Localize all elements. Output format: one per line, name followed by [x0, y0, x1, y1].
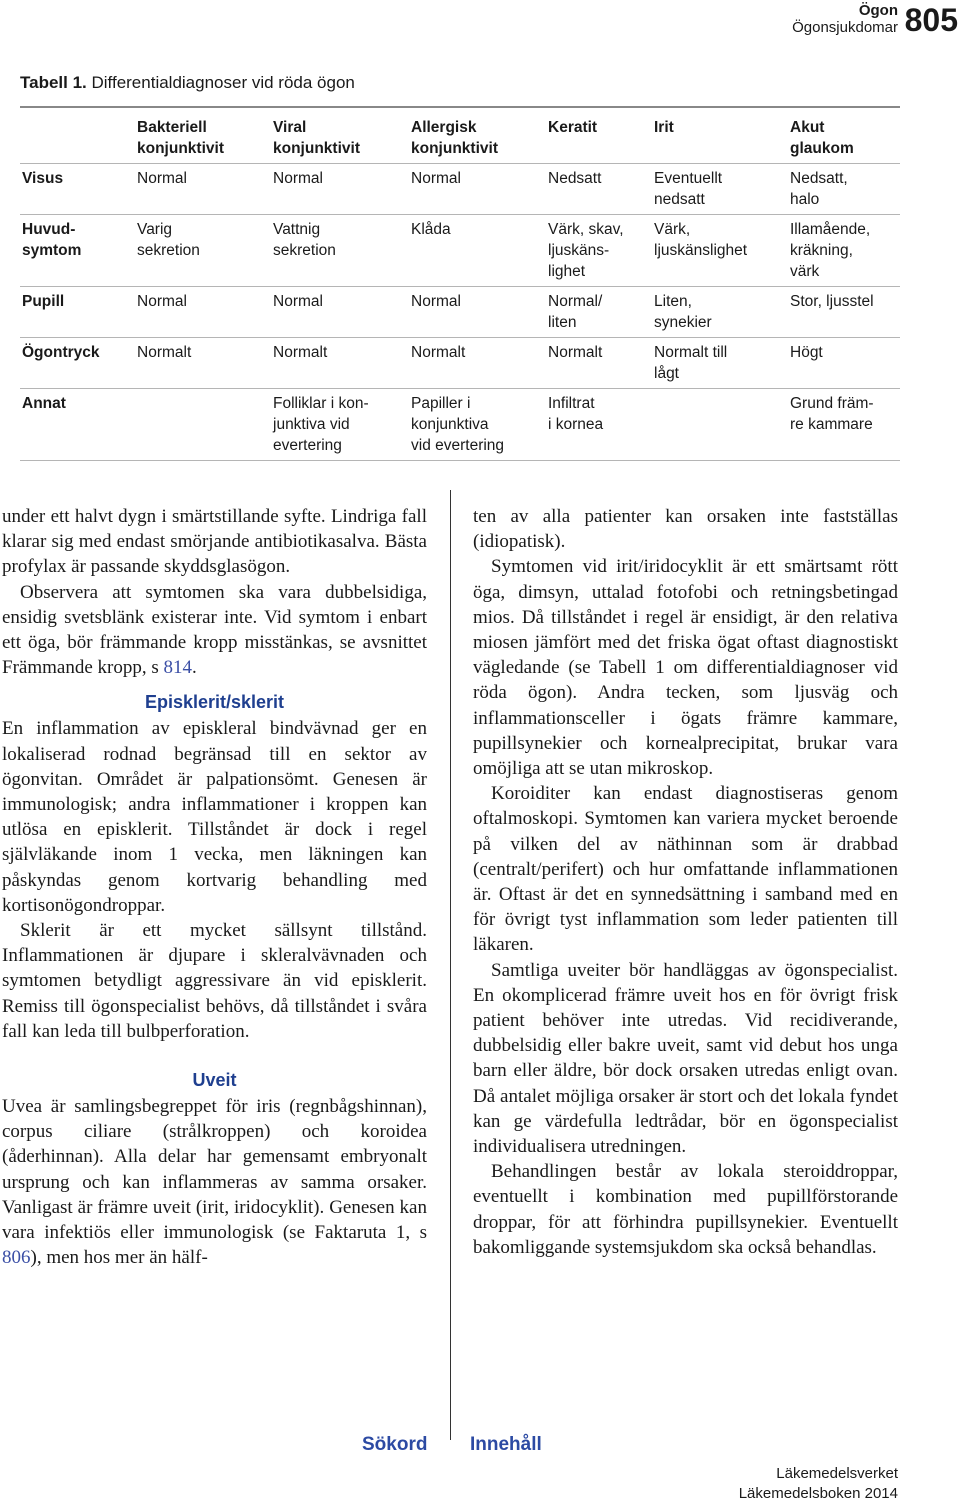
- innehall-link[interactable]: Innehåll: [470, 1434, 542, 1455]
- table-cell: [135, 215, 271, 287]
- cell-line: Varig: [137, 221, 173, 238]
- cell-line: Eventuellt: [654, 170, 723, 187]
- table-cell: [788, 338, 900, 389]
- table-row: [20, 338, 900, 389]
- cell-line: värk: [790, 263, 820, 280]
- row-label: Ögontryck: [22, 344, 100, 361]
- running-header: [792, 2, 898, 37]
- row-label: Visus: [22, 170, 64, 187]
- table-cell: [788, 389, 900, 461]
- table-cell: [135, 164, 271, 215]
- cell-line: Normalt: [137, 344, 192, 361]
- cell-line: konjunktiva: [411, 416, 489, 433]
- cell-line: Normal: [273, 293, 323, 310]
- column-divider: [450, 490, 451, 1440]
- table-cell: [135, 389, 271, 461]
- chapter-title: Ögon: [858, 2, 898, 19]
- cell-line: Normal: [411, 170, 461, 187]
- cell-line: Nedsatt: [548, 170, 602, 187]
- paragraph-text: Uvea är samlingsbegreppet för iris (regnbågshinnan), corpus ciliare (strålkroppen) och koroidea (åderhinnan). Alla delar har gemensamt embryonalt ursprung och kan inflammeras av samma orsaker. Vanligast är främre uveit (irit, iridocyklit). Genesen kan vara infektiös eller immunologisk (se Faktaruta 1, s: [2, 1096, 427, 1244]
- cell-line: Stor, ljusstel: [790, 293, 874, 310]
- cell-line: Infiltrat: [548, 395, 595, 412]
- table-cell: [652, 338, 788, 389]
- cell-line: Normalt: [273, 344, 328, 361]
- cell-line: kräkning,: [790, 242, 853, 259]
- table-cell: [546, 164, 652, 215]
- paragraph-text: ), men hos mer än hälf-: [30, 1247, 208, 1269]
- cell-line: synekier: [654, 314, 712, 331]
- cell-line: ljuskäns-: [548, 242, 610, 259]
- cell-line: vid evertering: [411, 437, 505, 454]
- table-row: [20, 287, 900, 338]
- paragraph: Behandlingen består av lokala steroiddroppar, eventuellt i kombination med pupillförstorande droppar, för att förhindra pupillsynekier. Eventuellt bakomliggande systemsjukdom ska också behandlas.: [473, 1161, 898, 1258]
- table-cell: [409, 215, 546, 287]
- cell-line: Värk,: [654, 221, 691, 238]
- table-cell: [271, 287, 409, 338]
- cell-line: Normalt: [548, 344, 603, 361]
- paragraph: Koroiditer kan endast diagnostiseras genom oftalmoskopi. Symtomen kan variera mycket beroende på vilken del av näthinnan som är drabbad (centralt/perifert) och hur omfattande inflammationen är. Oftast är det en synnedsättning i samband med en för övrigt tyst inflammation som leder patienten till läkaren.: [473, 783, 898, 956]
- header-line: Akut: [790, 119, 825, 136]
- header-line: glaukom: [790, 140, 854, 157]
- cell-line: liten: [548, 314, 577, 331]
- table-cell: [788, 287, 900, 338]
- row-label-line: symtom: [22, 242, 82, 259]
- table-header-cell: [788, 107, 900, 164]
- row-label: [20, 215, 135, 287]
- cell-line: Normal: [137, 293, 187, 310]
- header-line: Allergisk: [411, 119, 477, 136]
- sokord-link[interactable]: Sökord: [362, 1434, 428, 1455]
- cell-line: Liten,: [654, 293, 692, 310]
- heading-uveit: Uveit: [192, 1070, 237, 1091]
- table-cell: [652, 215, 788, 287]
- header-line: Viral: [273, 119, 307, 136]
- paragraph: ten av alla patienter kan orsaken inte fastställas (idiopatisk).: [473, 506, 898, 553]
- header-line: konjunktivit: [137, 140, 224, 157]
- cell-line: Folliklar i kon-: [273, 395, 369, 412]
- header-line: konjunktivit: [411, 140, 498, 157]
- table-header-cell: [409, 107, 546, 164]
- header-line: konjunktivit: [273, 140, 360, 157]
- table-caption: [20, 73, 355, 93]
- cell-line: evertering: [273, 437, 342, 454]
- cell-line: lågt: [654, 365, 679, 382]
- table-cell: [409, 164, 546, 215]
- cell-line: Papiller i: [411, 395, 471, 412]
- table-cell: [546, 338, 652, 389]
- paragraph: [2, 580, 427, 681]
- table-cell: [788, 164, 900, 215]
- heading-episklerit: Episklerit/sklerit: [144, 692, 285, 713]
- cell-line: nedsatt: [654, 191, 705, 208]
- table-cell: [652, 389, 788, 461]
- cell-line: Nedsatt,: [790, 170, 848, 187]
- table-header-cell: [652, 107, 788, 164]
- table-cell: [135, 338, 271, 389]
- table-cell: [546, 389, 652, 461]
- right-column: [473, 504, 898, 1260]
- paragraph: Symtomen vid irit/iridocyklit är ett smärtsamt rött öga, dimsyn, uttalad fotofobi och retningsbetingad mios. Då tillståndet i regel är ensidigt, är den relativa miosen jämfört med det friska ögat oftast diagnostiskt vägledande (se Tabell 1 om differentialdiagnoser vid röda ögon). Andra tecken, som ljusväg och inflammationsceller i ögats främre kammare, pupillsynekier och kornealprecipitat, brukar vara omöjliga att se utan mikroskop.: [473, 556, 898, 780]
- table-cell: [135, 287, 271, 338]
- table-cell: [652, 164, 788, 215]
- cell-line: Grund främ-: [790, 395, 874, 412]
- paragraph: under ett halvt dygn i smärtstillande syfte. Lindriga fall klarar sig med endast smörjande antibiotikasalva. Bästa profylax är passande skyddsglasögon.: [2, 506, 427, 578]
- cell-line: Värk, skav,: [548, 221, 624, 238]
- table-body: [20, 164, 900, 461]
- cell-line: lighet: [548, 263, 586, 280]
- table-cell: [652, 287, 788, 338]
- header-line: Bakteriell: [137, 119, 207, 136]
- cell-line: Normal: [137, 170, 187, 187]
- cell-line: sekretion: [137, 242, 200, 259]
- publisher-name: Läkemedelsverket: [776, 1465, 898, 1482]
- table-cell: [409, 389, 546, 461]
- cell-line: halo: [790, 191, 820, 208]
- cell-line: i kornea: [548, 416, 604, 433]
- table-cell: [271, 389, 409, 461]
- header-line: Keratit: [548, 119, 598, 136]
- cell-line: sekretion: [273, 242, 336, 259]
- cell-line: Klåda: [411, 221, 451, 238]
- table-cell: [546, 215, 652, 287]
- paragraph: Sklerit är ett mycket sällsynt tillstånd. Inflammationen är djupare i skleralvävnaden och symtomen betydligt aggressivare än vid episklerit. Remiss till ögonspecialist behövs, då tillståndet i svåra fall kan leda till bulbperforation.: [2, 920, 427, 1042]
- row-label-line: Huvud-: [22, 221, 76, 238]
- cell-line: Högt: [790, 344, 823, 361]
- table-header-cell: [271, 107, 409, 164]
- table-row: [20, 164, 900, 215]
- paragraph-text: Observera att symtomen ska vara dubbelsidiga, ensidig svetsblänk existerar inte. Vid symtom i enbart ett öga, bör främmande kropp misstänkas, se avsnittet Främmande kropp, s: [2, 581, 427, 679]
- cell-line: Normal: [273, 170, 323, 187]
- cell-line: Normal/: [548, 293, 603, 310]
- paragraph: [2, 1094, 427, 1270]
- cell-line: Normalt till: [654, 344, 728, 361]
- table-cell: [788, 215, 900, 287]
- row-label: Pupill: [22, 293, 65, 310]
- table-row: [20, 215, 900, 287]
- section-title: Ögonsjukdomar: [792, 19, 898, 36]
- table-row: [20, 389, 900, 461]
- table-cell: [271, 338, 409, 389]
- cell-line: Illamående,: [790, 221, 871, 238]
- table-header-empty: [20, 107, 135, 164]
- table-caption-label: Tabell 1.: [20, 73, 87, 92]
- paragraph-text: .: [191, 657, 197, 679]
- page-link-806[interactable]: 806: [2, 1247, 31, 1269]
- cell-line: Normalt: [411, 344, 466, 361]
- table-cell: [409, 338, 546, 389]
- footer-credit: [739, 1464, 898, 1504]
- table-cell: [409, 287, 546, 338]
- cell-line: junktiva vid: [273, 416, 350, 433]
- table-header-cell: [135, 107, 271, 164]
- table-cell: [271, 164, 409, 215]
- table-cell: [546, 287, 652, 338]
- paragraph: Samtliga uveiter bör handläggas av ögonspecialist. En okomplicerad främre uveit hos en för övrigt frisk patient behöver inte utredas. Vid recidiverande, dubbelsidig eller bakre uveit, samt vid debut hos unga barn eller äldre, bör dock orsaken utredas enligt ovan. Då antalet möjliga orsaker är stort och det lokala fyndet kan ge värdefulla ledtrådar, bör en ögonspecialist individualisera utredningen.: [473, 959, 898, 1158]
- cell-line: re kammare: [790, 416, 873, 433]
- page-link-814[interactable]: 814: [163, 657, 192, 679]
- left-column: [2, 504, 427, 1270]
- page-number: 805: [904, 2, 958, 38]
- cell-line: ljuskänslighet: [654, 242, 748, 259]
- table-caption-text: Differentialdiagnoser vid röda ögon: [91, 73, 355, 92]
- paragraph: En inflammation av episkleral bindvävnad ger en lokaliserad rodnad begränsad till en sektor av ögonvitan. Området är palpationsömt. Genesen är immunologisk; andra inflammationer i kroppen kan utlösa en episklerit. Tillståndet är dock i regel självläkande inom 1 vecka, men läkningen kan påskyndas genom kortvarig behandling med kortisonögondroppar.: [2, 718, 427, 916]
- table-header-cell: [546, 107, 652, 164]
- book-title: Läkemedelsboken 2014: [738, 1485, 898, 1502]
- table-header-row: [20, 107, 900, 164]
- row-label: Annat: [22, 395, 66, 412]
- header-line: Irit: [654, 119, 674, 136]
- cell-line: Vattnig: [273, 221, 321, 238]
- differential-diagnosis-table: [20, 106, 900, 461]
- cell-line: Normal: [411, 293, 461, 310]
- table-cell: [271, 215, 409, 287]
